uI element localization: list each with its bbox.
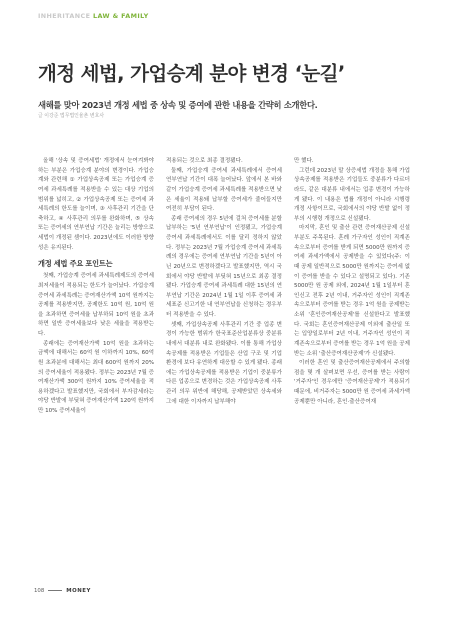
paragraph: 둘째, 가업승계 증여세 과세특례에서 증여세 연부연납 기간이 대폭 늘어났다. 앞에서 본 바와 같이 가업승계 증여세 과세특례를 적용받으면 낮은 세율이 적용돼 납부할 증여세가 줄어들지만 여전히 부담이 된다. bbox=[166, 167, 282, 213]
paragraph: 마지막, 혼인 및 출산 관련 증여재산공제 신설 부분도 주목된다. 혼례 가구자인 성인이 직계존속으로부터 증여를 받게 되면 5000만 원까지 증여세 과세가액에서 공제받을 수 있었다(주: 이 때 공제 일반적으로 5000만 원까지는 증여세 없이 증여를 받을 수 있다고 설명되고 있다). 기존 5000만 원 공제 외에, 2024년 1월 1일부터 혼인신고 전후 2년 이내, 거주자인 성인이 직계존속으로부터 증여를 받는 경우 1억 원을 공제받는 소위 '혼인증여재산공제'를 신설한다고 발표했다. 국회는 혼인증여재산공제 이외에 출산일 또는 입양일로부터 2년 이내, 거주자인 성인이 직계존속으로부터 증여를 받는 경우 1억 원을 공제받는 소위 '출산증여재산공제'가 신설됐다. bbox=[294, 225, 410, 357]
paragraph: 첫째, 가업승계 증여세 과세특례제도의 증여세 최저세율이 적용되는 한도가 늘어났다. 가업승계 증여세 과세특례는 증여재산가액 10억 원까지는 공제를 적용받지만, 공제한도 10억 원, 10억 원을 초과하면 증여세율 납부하되 10억 원을 초과하면 일반 증여세율보다 낮은 세율을 적용받는다. bbox=[38, 273, 154, 337]
article-title: 개정 세법, 가업승계 분야 변경 ‘눈길’ bbox=[38, 62, 345, 85]
magazine-name: MONEY bbox=[66, 588, 91, 594]
article-column-1 bbox=[38, 157, 154, 569]
section-name: INHERITANCE bbox=[38, 12, 91, 20]
paragraph: 만 했다. bbox=[294, 158, 314, 164]
paragraph: 올해 '상속 및 증여세법' 개정에서 눈여겨봐야 하는 부분은 가업승계 분야의 변경이다. 가업승계와 관련해 ① 가업상속공제 또는 가업승계 증여세 과세특례를 적용받을 수 있는 대상 기업의 범위를 넓히고, ② 가업상속공제 또는 증여세 과세특례의 한도를 늘이며, ③ 사후관리 기간을 단축하고, ④ 사후관리 의무를 완화하며, ⑤ 상속 또는 증여세의 연부연납 기간은 늘리는 방향으로 세법이 개정된 셈이다. 2023년에도 이러한 방향성은 유지된다. bbox=[38, 158, 154, 251]
footer-divider bbox=[48, 590, 62, 591]
page-footer bbox=[34, 588, 91, 594]
paragraph: 종래 증여세의 경우 5년에 걸쳐 증여세를 분할 납부하는 '5년 연부연납'이 인정됐고, 가업승계 증여세 과세특례에서도 이를 달리 정하지 않았다. 정부는 2023년 7월 가업승계 증여세 과세특례의 경우에는 증여세 연부연납 기간을 5년이 아닌 20년으로 변경하겠다고 발표했지만, 역시 국회에서 야당 반발에 부딪혀 15년으로 최종 결정됐다. 가업승계 증여세 과세특례 대한 15년의 연부연납 기간은 2024년 1월 1일 이후 증여세 과세표준 신고기한 내 연부연납을 신청하는 경우부터 적용받을 수 있다. bbox=[166, 215, 282, 318]
paragraph: 적용되는 것으로 최종 결정됐다. bbox=[166, 158, 243, 164]
author-byline: 글 이강준 법무법인율촌 변호사 bbox=[38, 113, 105, 119]
paragraph: 이러한 혼인 및 출산증여재산공제에서 주의할 점을 몇 개 살펴보면 우선, 증여를 받는 사람이 '거주자'인 경우에만 '증여재산공제'가 적용되기 때문에, 비거주자는 5000만 원 증여세 과세가액 공제뿐만 아니라, 혼인·출산증여재 bbox=[294, 360, 410, 405]
page-number: 108 bbox=[34, 588, 45, 594]
article-column-3 bbox=[294, 157, 410, 569]
section-heading: 개정 세법 주요 포인트는 bbox=[38, 259, 113, 269]
article-subtitle: 새해를 맞아 2023년 개정 세법 중 상속 및 증여에 관한 내용을 간략히 소개한다. bbox=[38, 100, 318, 110]
section-label bbox=[38, 12, 149, 20]
paragraph: 그런데 2023년 말 상증세법 개정을 통해 가업상속공제를 적용받은 기업들도 중분류가 다르더라도, 같은 대분류 내에서는 업종 변경이 가능하게 됐다. 이 내용은 법률 개정이 아니라 시행령 개정 사항이므로, 국회에서의 야당 반발 없이 정부의 시행령 개정으로 신설됐다. bbox=[294, 167, 410, 222]
paragraph: 셋째, 가업상속공제 사후관리 기간 중 업종 변경이 가능한 범위가 한국표준산업분류상 중분류 내에서 대분류 내로 완화됐다. 이를 통해 가업상속공제를 적용받은 기업들은 산업 구조 및 기업 환경에 보다 유연하게 대응할 수 있게 됐다. 종래에는 가업상속공제를 적용받은 기업이 중분류가 다른 업종으로 변경하는 것은 가업상속공제 사후관리 의무 위반에 해당해, 공제받았던 상속세와 그에 대한 이자까지 납부해야 bbox=[166, 321, 282, 405]
section-accent: LAW & FAMILY bbox=[92, 12, 149, 20]
article-column-2 bbox=[166, 157, 282, 569]
paragraph: 종래에는 증여재산가액 10억 원을 초과하는 금액에 대해서는 60억 원 이하까지 10%, 60억 원 초과분에 대해서는 최대 600억 원까지 20%의 증여세율이 적용됐다. 정부는 2023년 7월 증여재산가액 300억 원까지 10% 증여세율을 적용하겠다고 발표했지만, 국회에서 부자감세라는 야당 반발에 부딪혀 증여재산가액 120억 원까지만 10% 증여세율이 bbox=[38, 340, 154, 414]
